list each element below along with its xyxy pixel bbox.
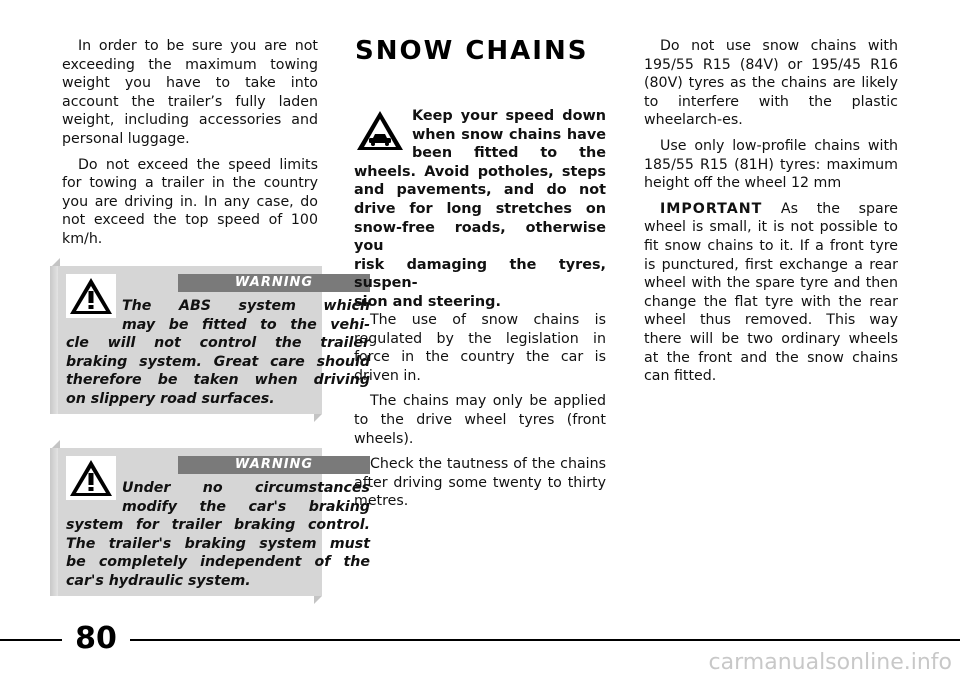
caution-line: risk damaging the tyres, suspen- bbox=[354, 256, 606, 292]
warning-text bbox=[66, 479, 370, 590]
warning-line: Under no circumstances bbox=[122, 480, 370, 496]
box-corner bbox=[52, 440, 60, 448]
warning-text bbox=[66, 297, 370, 408]
caution-line: sion and steering. bbox=[354, 293, 501, 310]
warning-line: therefore be taken when driving bbox=[66, 372, 370, 388]
caution-line: and pavements, and do not bbox=[354, 182, 606, 199]
middle-column-body bbox=[354, 311, 606, 518]
warning-line: car's hydraulic system. bbox=[66, 572, 251, 589]
footer-rule-right bbox=[130, 639, 960, 641]
watermark: carmanualsonline.info bbox=[708, 650, 952, 675]
box-corner bbox=[314, 596, 322, 604]
body-paragraph: Check the tautness of the chains after driving some twenty to thirty metres. bbox=[354, 456, 606, 510]
warning-line: on slippery road surfaces. bbox=[66, 390, 275, 407]
warning-box-abs bbox=[52, 266, 370, 414]
warning-line: be completely independent of the bbox=[66, 554, 370, 570]
important-text: As the spare wheel is small, it is not possible to fit snow chains to it. If a front tyre is punctured, first exchange a rear wheel with the spare tyre and then change the flat tyre with the rear wheel thus removed. This way there will be two ordinary wheels at the front and the snow chains can fitted. bbox=[644, 200, 898, 385]
warning-line: cle will not control the trailer bbox=[66, 335, 370, 351]
box-corner bbox=[314, 414, 322, 422]
caution-line: Keep your speed down bbox=[412, 108, 606, 124]
warning-box-braking bbox=[52, 448, 370, 596]
caution-text bbox=[354, 107, 606, 312]
body-paragraph: Use only low-profile chains with 185/55 R15 (81H) tyres: maximum height off the wheel 12 mm bbox=[644, 137, 898, 192]
important-paragraph bbox=[644, 200, 898, 386]
caution-line: drive for long stretches on bbox=[354, 200, 606, 217]
important-label: IMPORTANT bbox=[660, 200, 763, 217]
caution-line: when snow chains have bbox=[412, 126, 606, 143]
warning-line: may be fitted to the vehi- bbox=[122, 316, 370, 333]
left-column bbox=[62, 37, 318, 256]
section-title: SNOW CHAINS bbox=[355, 36, 589, 66]
caution-line: been fitted to the bbox=[412, 145, 606, 162]
warning-line: braking system. Great care should bbox=[66, 353, 370, 370]
body-paragraph: Do not exceed the speed limits for towing a trailer in the country you are driving in. In any case, do not exceed the top speed of 100 km/h. bbox=[62, 156, 318, 247]
page-number: 80 bbox=[75, 621, 117, 656]
caution-line: wheels. Avoid potholes, steps bbox=[354, 163, 606, 180]
box-corner bbox=[52, 258, 60, 266]
body-paragraph: In order to be sure you are not exceeding the maximum towing weight you have to take into account the trailer’s fully laden weight, including accessories and personal luggage. bbox=[62, 38, 318, 147]
body-paragraph: The chains may only be applied to the drive wheel tyres (front wheels). bbox=[354, 393, 606, 447]
body-paragraph: The use of snow chains is regulated by the legislation in force in the country the car is driven in. bbox=[354, 312, 606, 384]
warning-line: The trailer's braking system must bbox=[66, 535, 370, 552]
footer-rule-left bbox=[0, 639, 62, 641]
body-paragraph: Do not use snow chains with 195/55 R15 (84V) or 195/45 R16 (80V) tyres as the chains are likely to interfere with the plastic wheelarch-es. bbox=[644, 38, 898, 129]
warning-line: system for trailer braking control. bbox=[66, 517, 370, 533]
warning-label: WARNING bbox=[178, 456, 370, 474]
warning-line: modify the car's braking bbox=[122, 498, 370, 515]
warning-label: WARNING bbox=[178, 274, 370, 292]
right-column bbox=[644, 37, 898, 393]
warning-line: The ABS system which bbox=[122, 298, 370, 314]
caution-line: snow-free roads, otherwise you bbox=[354, 219, 606, 255]
